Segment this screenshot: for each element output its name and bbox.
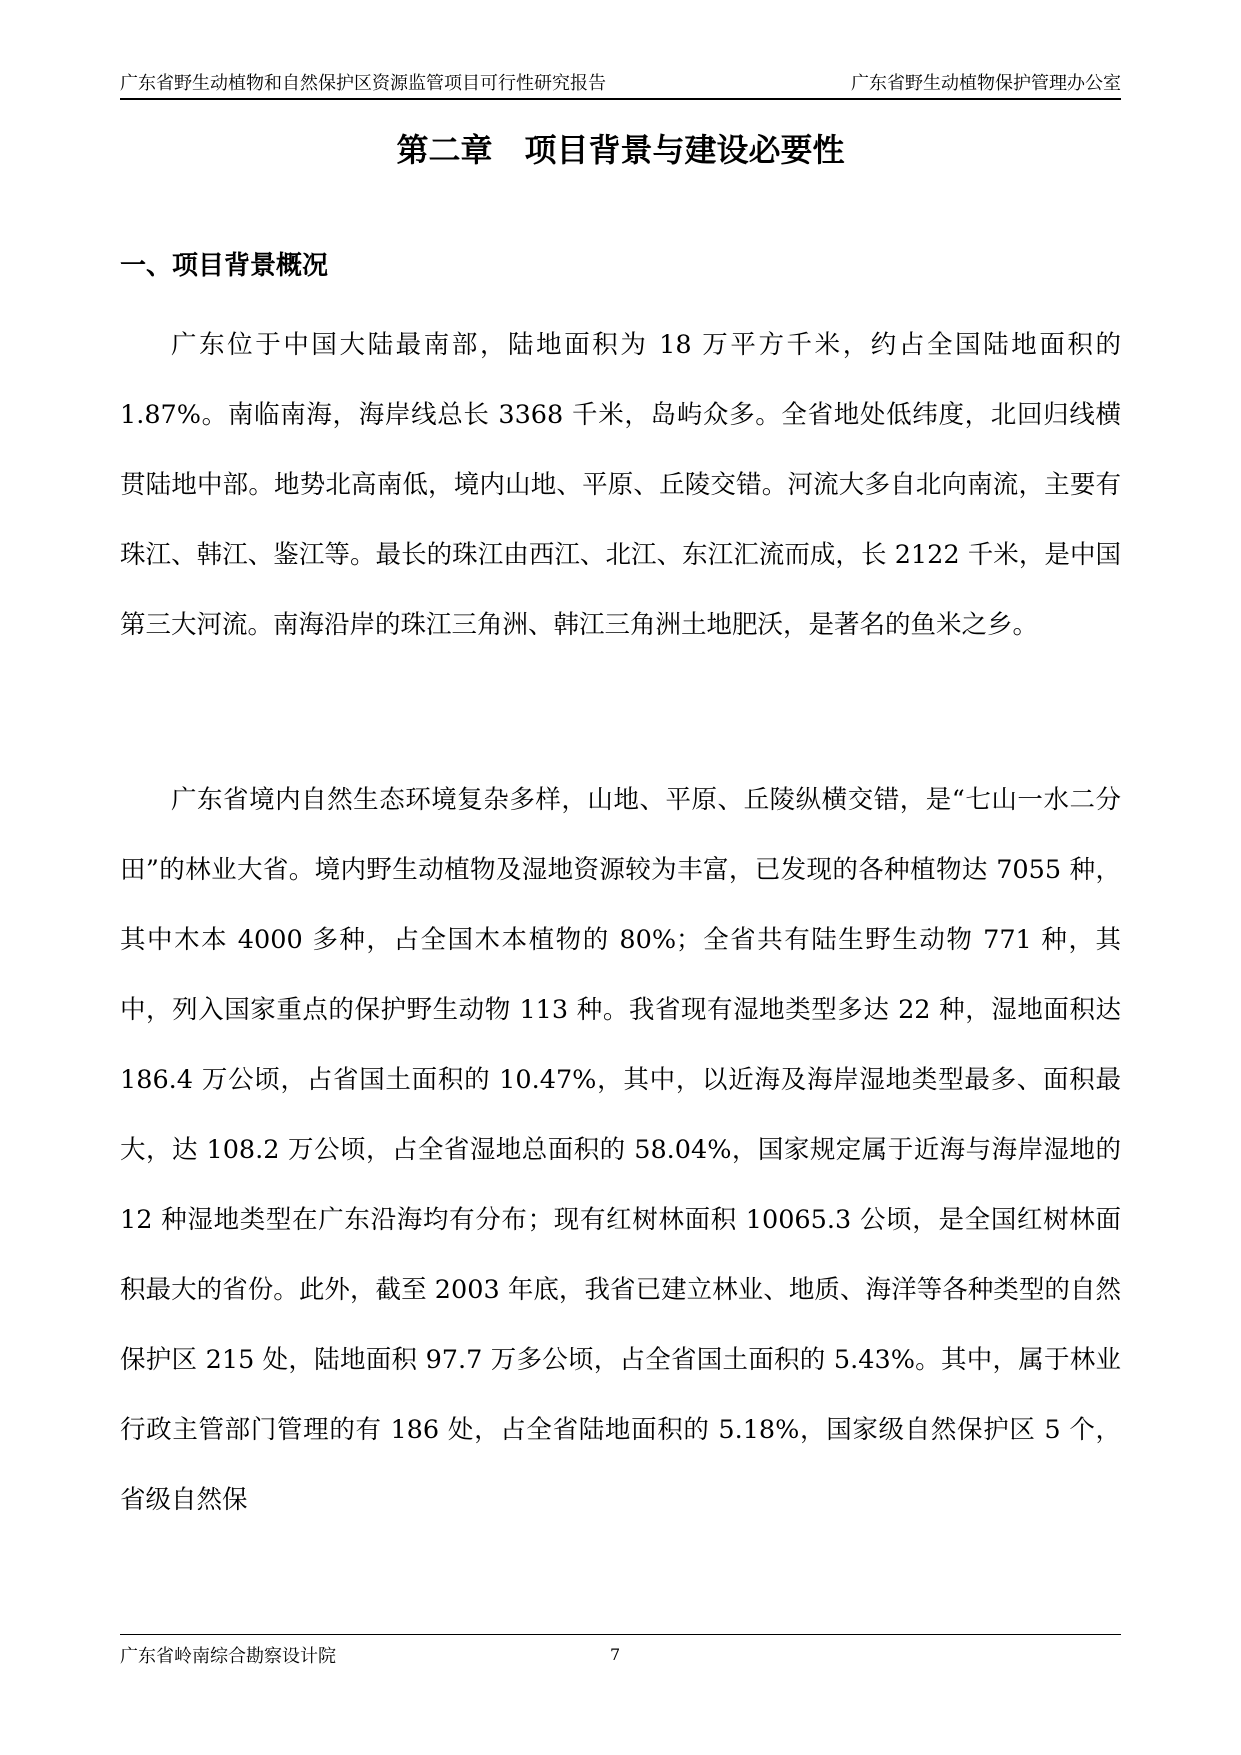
header-office-name: 广东省野生动植物保护管理办公室: [851, 73, 1121, 94]
body-paragraph-2: 广东省境内自然生态环境复杂多样，山地、平原、丘陵纵横交错，是“七山一水二分田”的林业大省。境内野生动植物及湿地资源较为丰富，已发现的各种植物达 7055 种，其中木本 4000 多种，占全国木本植物的 80%；全省共有陆生野生动物 771 种，其中，列入国家重点的保护野生动物 113 种。我省现有湿地类型多达 22 种，湿地面积达 186.4 万公顷，占省国土面积的 10.47%，其中，以近海及海岸湿地类型最多、面积最大，达 108.2 万公顷，占全省湿地总面积的 58.04%，国家规定属于近海与海岸湿地的 12 种湿地类型在广东沿海均有分布；现有红树林面积 10065.3 公顷，是全国红树林面积最大的省份。此外，截至 2003 年底，我省已建立林业、地质、海洋等各种类型的自然保护区 215 处，陆地面积 97.7 万多公顷，占全省国土面积的 5.43%。其中，属于林业行政主管部门管理的有 186 处，占全省陆地面积的 5.18%，国家级自然保护区 5 个，省级自然保: [120, 785, 1121, 1515]
page-footer: [120, 1634, 1121, 1675]
header-report-title: 广东省野生动植物和自然保护区资源监管项目可行性研究报告: [120, 73, 606, 94]
footer-institute-name: 广东省岭南综合勘察设计院: [120, 1646, 336, 1667]
page-header: [120, 70, 1121, 100]
body-paragraph-1: 广东位于中国大陆最南部，陆地面积为 18 万平方千米，约占全国陆地面积的 1.87%。南临南海，海岸线总长 3368 千米，岛屿众多。全省地处低纬度，北回归线横贯陆地中部。地势北高南低，境内山地、平原、丘陵交错。河流大多自北向南流，主要有珠江、韩江、鉴江等。最长的珠江由西江、北江、东江汇流而成，长 2122 千米，是中国第三大河流。南海沿岸的珠江三角洲、韩江三角洲土地肥沃，是著名的鱼米之乡。: [120, 330, 1121, 640]
page-number: 7: [610, 1645, 621, 1664]
chapter-title: 第二章 项目背景与建设必要性: [396, 131, 845, 169]
section-title: 一、项目背景概况: [120, 251, 329, 281]
